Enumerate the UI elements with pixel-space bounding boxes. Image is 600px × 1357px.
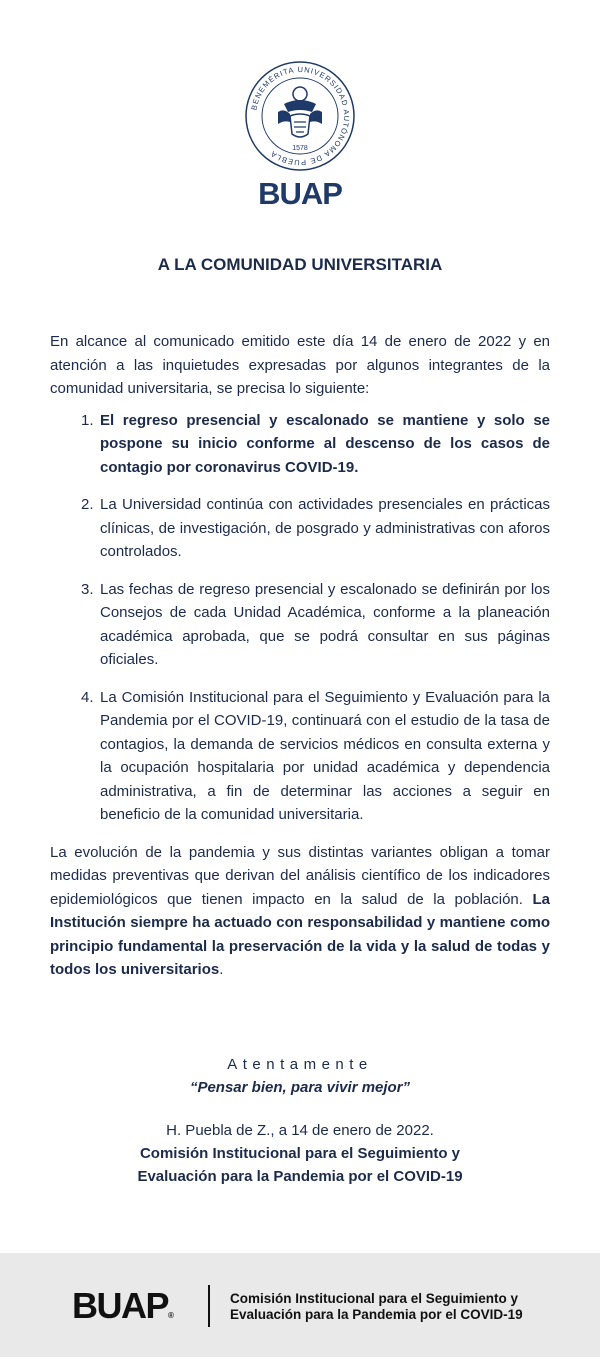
footer-divider [208,1285,210,1327]
atentamente: Atentamente [227,1056,373,1073]
item-text: El regreso presencial y escalonado se mantiene y solo se pospone su inicio conforme al descenso de los casos de contagio por coronavirus COVID-19. [100,411,550,476]
buap-seal-icon [244,60,356,172]
place-date: H. Puebla de Z., a 14 de enero de 2022. [166,1122,434,1139]
registered-mark: ® [168,1311,174,1320]
footer-line-1: Comisión Institucional para el Seguimiento y [230,1291,519,1306]
footer-logo-text: BUAP [72,1285,169,1326]
closing-paragraph [50,841,550,982]
motto: “Pensar bien, para vivir mejor” [189,1079,411,1096]
item-number: 4. [81,688,94,706]
commission-line-2: Evaluación para la Pandemia por el COVID-19 [137,1168,463,1185]
buap-logo: BUAP [258,176,342,211]
points-list [50,409,550,827]
closing-end: . [219,961,224,978]
item-text: La Universidad continúa con actividades presenciales en prácticas clínicas, de investigación, de posgrado y administrativas con aforos controlados. [100,496,550,560]
intro-paragraph: En alcance al comunicado emitido este día 14 de enero de 2022 y en atención a las inquietudes expresadas por algunos integrantes de la comunidad universitaria, se precisa lo siguiente: [50,333,550,397]
seal-ring-text: BENEMÉRITA UNIVERSIDAD AUTÓNOMA DE PUEBLA [249,64,352,168]
closing-text: La evolución de la pandemia y sus distintas variantes obligan a tomar medidas preventivas que derivan del análisis científico de los indicadores epidemiológicos que tienen impacto en la salud de la población. [50,843,550,908]
closing-bold-text: La Institución siempre ha actuado con responsabilidad y mantiene como principio fundamental la preservación de la vida y la salud de todas y todos los universitarios [50,890,551,978]
signature-block [0,1053,600,1188]
page-title: A LA COMUNIDAD UNIVERSITARIA [157,255,443,274]
communique-body [50,330,550,982]
item-number: 3. [81,580,94,598]
seal-year: 1578 [292,145,308,152]
footer-band [0,1253,600,1357]
item-text: Las fechas de regreso presencial y escalonado se definirán por los Consejos de cada Unidad Académica, conforme a la planeación académica aprobada, que se podrá consultar en sus páginas oficiales. [100,580,550,668]
list-item [50,578,550,672]
item-text: La Comisión Institucional para el Seguimiento y Evaluación para la Pandemia por el COVID-19, continuará con el estudio de la tasa de contagios, la demanda de servicios médicos en consulta externa y la ocupación hospitalaria por unidad académica y dependencia administrativa, a fin de determinar las acciones a seguir en beneficio de la comunidad universitaria. [100,688,550,823]
footer-buap-logo [72,1285,174,1327]
footer-commission [230,1291,560,1323]
item-number: 1. [81,411,94,429]
commission-line-1: Comisión Institucional para el Seguimiento y [139,1145,461,1162]
list-item [50,493,550,564]
list-item [50,409,550,480]
footer-line-2: Evaluación para la Pandemia por el COVID-19 [230,1307,523,1322]
item-number: 2. [81,496,94,513]
list-item [50,686,550,827]
